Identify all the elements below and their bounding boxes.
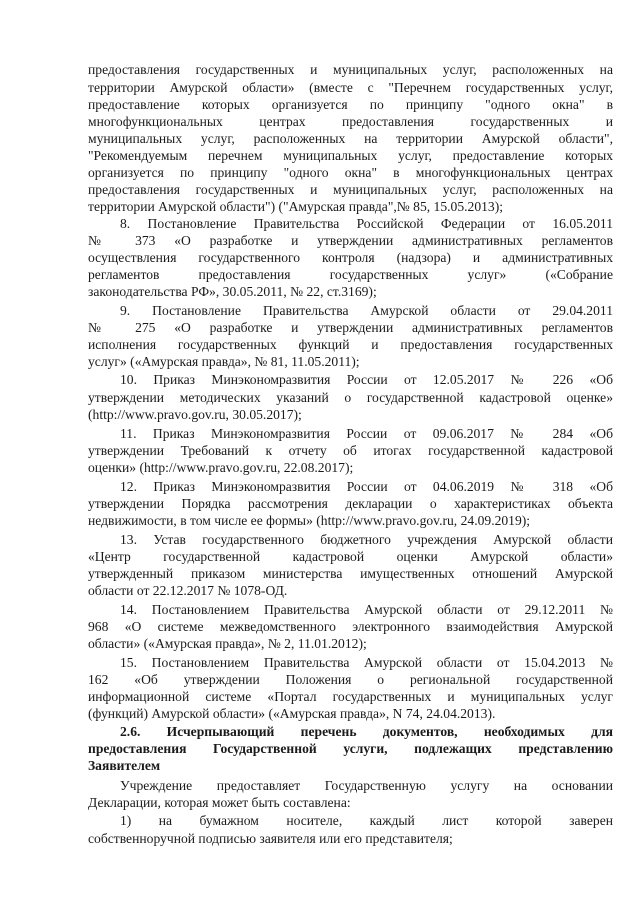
section-heading-line: предоставления Государственной услуги, подлежащих представлению xyxy=(88,741,613,756)
text-line: области» («Амурская правда», № 2, 11.01.2012); xyxy=(88,636,367,651)
text-line: услуг» («Амурская правда», № 81, 11.05.2011); xyxy=(88,354,360,369)
text-line: многофункциональных центрах предоставления государственных и xyxy=(88,114,613,129)
text-line: 15. Постановлением Правительства Амурской области от 15.04.2013 № xyxy=(120,655,613,670)
text-line: № 373 «О разработке и утверждении административных регламентов xyxy=(88,233,613,248)
text-line: 968 «О системе межведомственного электронного взаимодействия Амурской xyxy=(88,619,613,634)
text-line: предоставление которых организуется по принципу "одного окна" в xyxy=(88,97,613,112)
text-line: информационной системе «Портал государственных и муниципальных услуг xyxy=(88,689,613,704)
text-line: области от 22.12.2017 № 1078-ОД. xyxy=(88,583,288,598)
text-line: 10. Приказ Минэкономразвития России от 12.05.2017 № 226 «Об xyxy=(120,372,613,387)
text-line: утверждении Порядка рассмотрения декларации о характеристиках объекта xyxy=(88,496,613,511)
text-line: 8. Постановление Правительства Российской Федерации от 16.05.2011 xyxy=(120,216,613,231)
text-line: организуется по принципу "одного окна" в многофункциональных центрах xyxy=(88,165,613,180)
text-line: недвижимости, в том числе ее формы» (http://www.pravo.gov.ru, 24.09.2019); xyxy=(88,513,531,528)
text-line: территории Амурской области") ("Амурская правда",№ 85, 15.05.2013); xyxy=(88,199,504,214)
text-line: (функций) Амурской области» («Амурская правда», N 74, 24.04.2013). xyxy=(88,706,496,721)
section-heading-line: 2.6. Исчерпывающий перечень документов, необходимых для xyxy=(120,724,613,739)
text-line: 9. Постановление Правительства Амурской области от 29.04.2011 xyxy=(120,303,613,318)
text-line: (http://www.pravo.gov.ru, 30.05.2017); xyxy=(88,407,302,422)
text-line: оценки» (http://www.pravo.gov.ru, 22.08.2017); xyxy=(88,460,354,475)
text-line: предоставления государственных и муниципальных услуг, расположенных на xyxy=(88,182,613,197)
text-line: Учреждение предоставляет Государственную услугу на основании xyxy=(120,778,613,793)
text-line: № 275 «О разработке и утверждении административных регламентов xyxy=(88,320,613,335)
text-line: Декларации, которая может быть составлена: xyxy=(88,795,351,810)
text-line: 14. Постановлением Правительства Амурской области от 29.12.2011 № xyxy=(120,602,613,617)
text-line: осуществления государственного контроля (надзора) и административных xyxy=(88,250,613,265)
text-line: исполнения государственных функций и предоставления государственных xyxy=(88,337,613,352)
text-line: собственноручной подписью заявителя или его представителя; xyxy=(88,831,453,846)
section-heading-line: Заявителем xyxy=(88,758,161,773)
text-line: утверждении методических указаний о государственной кадастровой оценке» xyxy=(88,390,613,405)
text-line: утверждении Требований к отчету об итогах государственной кадастровой xyxy=(88,443,613,458)
text-line: 13. Устав государственного бюджетного учреждения Амурской области xyxy=(120,532,613,547)
text-line: регламентов предоставления государственных услуг» («Собрание xyxy=(88,267,613,282)
text-line: «Центр государственной кадастровой оценки Амурской области» xyxy=(88,549,613,564)
text-line: утвержденный приказом министерства имущественных отношений Амурской xyxy=(88,566,613,581)
text-line: "Рекомендуемым перечнем муниципальных услуг, предоставление которых xyxy=(88,148,613,163)
text-line: территории Амурской области» (вместе с "Перечнем государственных услуг, xyxy=(88,80,613,95)
text-line: предоставления государственных и муниципальных услуг, расположенных на xyxy=(88,62,613,77)
text-line: 12. Приказ Минэкономразвития России от 04.06.2019 № 318 «Об xyxy=(120,479,613,494)
text-line: 1) на бумажном носителе, каждый лист которой заверен xyxy=(120,813,613,828)
text-line: 11. Приказ Минэкономразвития России от 09.06.2017 № 284 «Об xyxy=(120,426,613,441)
text-line: 162 «Об утверждении Положения о региональной государственной xyxy=(88,672,613,687)
text-line: муниципальных услуг, расположенных на территории Амурской области", xyxy=(88,131,613,146)
text-line: законодательства РФ», 30.05.2011, № 22, ст.3169); xyxy=(88,284,377,299)
